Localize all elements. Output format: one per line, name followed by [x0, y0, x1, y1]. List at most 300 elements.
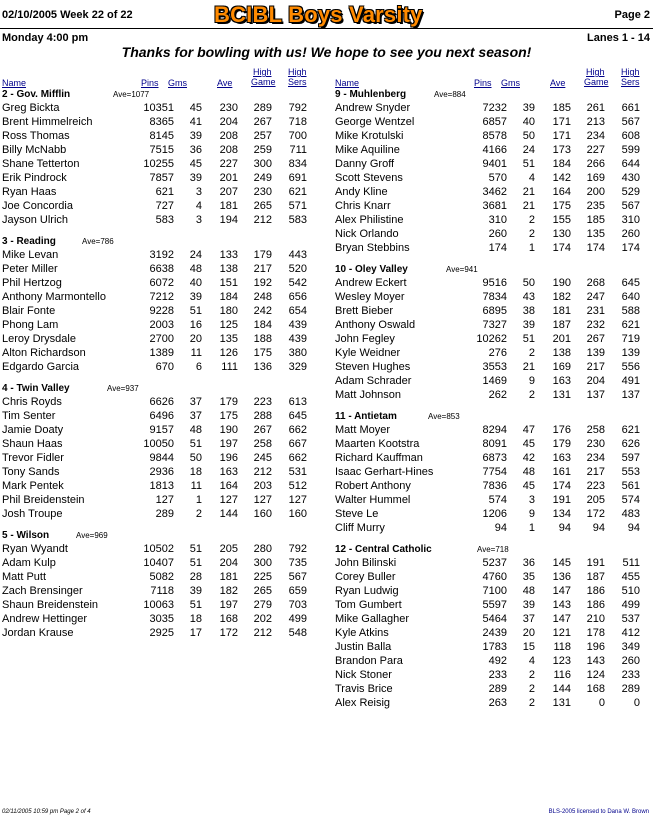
right-column [335, 66, 653, 710]
average-value: 131 [552, 697, 571, 709]
high-game-value: 265 [253, 585, 272, 597]
high-game-value: 191 [586, 557, 605, 569]
pins-value: 8091 [482, 438, 507, 450]
average-value: 147 [552, 585, 571, 597]
player-row [335, 640, 653, 654]
high-game-value: 160 [253, 508, 272, 520]
player-name: Alex Reisig [335, 697, 391, 709]
high-series-value: 430 [621, 172, 640, 184]
player-name: Phong Lam [2, 319, 59, 331]
high-series-value: 499 [288, 613, 307, 625]
player-name: Anthony Oswald [335, 319, 416, 331]
average-value: 131 [552, 389, 571, 401]
high-series-value: 567 [621, 116, 640, 128]
high-series-value: 329 [288, 361, 307, 373]
average-value: 144 [219, 508, 238, 520]
player-name: Adam Schrader [335, 375, 412, 387]
high-game-value: 210 [586, 613, 605, 625]
high-series-value: 645 [621, 277, 640, 289]
player-name: Shaun Breidenstein [2, 599, 99, 611]
player-row [2, 143, 322, 157]
player-row [2, 157, 322, 171]
high-series-value: 499 [621, 599, 640, 611]
pins-value: 7754 [482, 466, 507, 478]
high-series-value: 127 [288, 494, 307, 506]
high-series-value: 139 [621, 347, 640, 359]
high-game-value: 137 [586, 389, 605, 401]
pins-value: 570 [488, 172, 507, 184]
average-value: 208 [219, 144, 238, 156]
player-row [2, 451, 322, 465]
pins-value: 1389 [149, 347, 174, 359]
pins-value: 7836 [482, 480, 507, 492]
games-value: 9 [528, 375, 535, 387]
games-value: 38 [522, 305, 535, 317]
high-game-value: 186 [586, 599, 605, 611]
high-game-value: 242 [253, 305, 272, 317]
games-value: 39 [522, 319, 535, 331]
player-name: Alton Richardson [2, 347, 86, 359]
header-pins: Pins [474, 78, 492, 88]
player-name: Jamie Doaty [2, 424, 64, 436]
pins-value: 263 [488, 697, 507, 709]
pins-value: 1813 [149, 480, 174, 492]
day-time: Monday 4:00 pm [2, 32, 89, 44]
player-name: Robert Anthony [335, 480, 411, 492]
high-game-value: 288 [253, 410, 272, 422]
player-row [335, 185, 653, 199]
high-series-value: 349 [621, 641, 640, 653]
average-value: 179 [552, 438, 571, 450]
player-name: Nick Orlando [335, 228, 399, 240]
high-game-value: 300 [253, 557, 272, 569]
high-game-value: 234 [586, 130, 605, 142]
player-row [2, 332, 322, 346]
player-row [335, 668, 653, 682]
team-section [2, 529, 322, 640]
high-game-value: 139 [586, 347, 605, 359]
pins-value: 492 [488, 655, 507, 667]
games-value: 3 [195, 186, 202, 198]
high-game-value: 185 [586, 214, 605, 226]
player-name: John Fegley [335, 333, 395, 345]
pins-value: 6072 [149, 277, 174, 289]
pins-value: 583 [155, 214, 174, 226]
column-header [335, 66, 653, 88]
player-name: Corey Buller [335, 571, 396, 583]
team-name: 5 - Wilson [2, 530, 50, 541]
player-name: Ryan Ludwig [335, 585, 399, 597]
player-row [2, 465, 322, 479]
pins-value: 233 [488, 669, 507, 681]
games-value: 50 [189, 452, 202, 464]
pins-value: 6873 [482, 452, 507, 464]
games-value: 3 [195, 214, 202, 226]
games-value: 28 [189, 571, 202, 583]
team-title [2, 529, 322, 542]
average-value: 147 [552, 613, 571, 625]
pins-value: 289 [488, 683, 507, 695]
player-row [2, 185, 322, 199]
player-row [2, 115, 322, 129]
player-name: Cliff Murry [335, 522, 385, 534]
player-row [2, 360, 322, 374]
high-series-value: 662 [288, 424, 307, 436]
player-name: Tom Gumbert [335, 599, 402, 611]
player-name: Peter Miller [2, 263, 58, 275]
player-name: John Bilinski [335, 557, 397, 569]
high-series-value: 529 [621, 186, 640, 198]
player-row [2, 507, 322, 521]
pins-value: 7515 [149, 144, 174, 156]
high-series-value: 661 [621, 102, 640, 114]
player-row [335, 101, 653, 115]
player-row [335, 465, 653, 479]
games-value: 4 [528, 655, 535, 667]
pins-value: 10262 [476, 333, 507, 345]
high-series-value: 520 [288, 263, 307, 275]
team-name: 3 - Reading [2, 236, 56, 247]
player-row [335, 654, 653, 668]
games-value: 39 [189, 291, 202, 303]
high-game-value: 184 [253, 319, 272, 331]
player-name: Ryan Haas [2, 186, 57, 198]
team-section [335, 543, 653, 710]
pins-value: 2439 [482, 627, 507, 639]
player-row [335, 276, 653, 290]
team-section [335, 88, 653, 255]
player-row [335, 115, 653, 129]
player-row [335, 451, 653, 465]
player-name: Andrew Hettinger [2, 613, 87, 625]
high-series-value: 571 [288, 200, 307, 212]
high-game-value: 212 [253, 214, 272, 226]
average-value: 123 [552, 655, 571, 667]
high-series-value: 561 [621, 480, 640, 492]
player-row [335, 570, 653, 584]
average-value: 197 [219, 599, 238, 611]
player-row [335, 437, 653, 451]
high-game-value: 247 [586, 291, 605, 303]
player-row [2, 199, 322, 213]
player-name: Shane Tetterton [2, 158, 80, 170]
average-value: 184 [219, 291, 238, 303]
player-row [335, 598, 653, 612]
player-name: Steven Hughes [335, 361, 411, 373]
games-value: 11 [190, 347, 202, 359]
average-value: 125 [219, 319, 238, 331]
high-series-value: 597 [621, 452, 640, 464]
high-game-value: 223 [253, 396, 272, 408]
average-value: 143 [552, 599, 571, 611]
header-divider [0, 28, 653, 29]
games-value: 50 [522, 277, 535, 289]
games-value: 36 [522, 557, 535, 569]
high-game-value: 94 [592, 522, 605, 534]
player-name: Matt Moyer [335, 424, 391, 436]
team-section [2, 88, 322, 227]
pins-value: 9844 [149, 452, 174, 464]
high-series-value: 662 [288, 452, 307, 464]
average-value: 169 [552, 361, 571, 373]
games-value: 40 [522, 116, 535, 128]
games-value: 2 [528, 214, 535, 226]
pins-value: 10063 [143, 599, 174, 611]
average-value: 121 [552, 627, 571, 639]
games-value: 39 [189, 585, 202, 597]
high-series-value: 621 [621, 319, 640, 331]
high-series-value: 289 [621, 683, 640, 695]
high-game-value: 289 [253, 102, 272, 114]
high-game-value: 223 [586, 480, 605, 492]
high-game-value: 178 [586, 627, 605, 639]
player-row [2, 276, 322, 290]
player-name: Zach Brensinger [2, 585, 83, 597]
season-message: Thanks for bowling with us! We hope to see you next season! [121, 44, 532, 60]
player-row [335, 157, 653, 171]
team-average: Ave=786 [82, 237, 114, 246]
player-name: Brett Bieber [335, 305, 394, 317]
player-row [2, 318, 322, 332]
pins-value: 3462 [482, 186, 507, 198]
average-value: 181 [219, 200, 238, 212]
high-game-value: 203 [253, 480, 272, 492]
high-game-value: 213 [586, 116, 605, 128]
average-value: 179 [219, 396, 238, 408]
high-series-value: 160 [288, 508, 307, 520]
player-name: Billy McNabb [2, 144, 67, 156]
games-value: 2 [528, 389, 535, 401]
games-value: 40 [189, 277, 202, 289]
high-series-value: 574 [621, 494, 640, 506]
high-series-value: 719 [621, 333, 640, 345]
player-row [335, 423, 653, 437]
pins-value: 3681 [482, 200, 507, 212]
high-series-value: 567 [288, 571, 307, 583]
games-value: 37 [522, 613, 535, 625]
player-name: Ross Thomas [2, 130, 70, 142]
pins-value: 127 [155, 494, 174, 506]
high-game-value: 196 [586, 641, 605, 653]
team-average: Ave=941 [446, 265, 478, 274]
team-name: 9 - Muhlenberg [335, 89, 407, 100]
player-name: Steve Le [335, 508, 379, 520]
player-row [2, 290, 322, 304]
high-series-value: 834 [288, 158, 307, 170]
high-series-value: 511 [622, 557, 640, 569]
pins-value: 262 [488, 389, 507, 401]
player-row [335, 199, 653, 213]
high-series-value: 659 [288, 585, 307, 597]
high-game-value: 225 [253, 571, 272, 583]
high-series-value: 0 [633, 697, 640, 709]
player-row [2, 171, 322, 185]
games-value: 21 [522, 186, 535, 198]
pins-value: 727 [155, 200, 174, 212]
pins-value: 6626 [149, 396, 174, 408]
average-value: 142 [552, 172, 571, 184]
average-value: 173 [552, 144, 571, 156]
player-row [2, 626, 322, 640]
team-title [2, 235, 322, 248]
header-high-game-1: High [586, 67, 605, 77]
player-name: Andrew Eckert [335, 277, 407, 289]
pins-value: 9157 [149, 424, 174, 436]
games-value: 43 [522, 291, 535, 303]
games-value: 41 [189, 116, 202, 128]
player-row [335, 556, 653, 570]
pins-value: 174 [488, 242, 507, 254]
average-value: 190 [219, 424, 238, 436]
average-value: 136 [552, 571, 571, 583]
player-row [2, 570, 322, 584]
team-average: Ave=937 [107, 384, 139, 393]
games-value: 2 [195, 508, 202, 520]
player-name: Mike Levan [2, 249, 59, 261]
average-value: 127 [219, 494, 238, 506]
high-series-value: 613 [288, 396, 307, 408]
high-series-value: 233 [621, 669, 640, 681]
pins-value: 574 [488, 494, 507, 506]
games-value: 6 [195, 361, 202, 373]
team-title [335, 543, 653, 556]
pins-value: 6857 [482, 116, 507, 128]
header-ave: Ave [217, 78, 233, 88]
date-week: 02/10/2005 Week 22 of 22 [2, 9, 133, 21]
games-value: 16 [189, 319, 202, 331]
team-average: Ave=884 [434, 90, 466, 99]
header-name: Name [335, 78, 360, 88]
games-value: 51 [189, 543, 202, 555]
team-average: Ave=718 [477, 545, 509, 554]
high-game-value: 248 [253, 291, 272, 303]
player-name: Alex Philistine [335, 214, 404, 226]
pins-value: 310 [488, 214, 507, 226]
pins-value: 5237 [482, 557, 507, 569]
average-value: 201 [552, 333, 571, 345]
average-value: 190 [552, 277, 571, 289]
player-name: Isaac Gerhart-Hines [335, 466, 434, 478]
high-game-value: 230 [586, 438, 605, 450]
header-ave: Ave [550, 78, 566, 88]
pins-value: 6496 [149, 410, 174, 422]
high-game-value: 127 [253, 494, 272, 506]
games-value: 48 [522, 466, 535, 478]
high-game-value: 267 [253, 116, 272, 128]
league-title: BCIBL Boys Varsity [214, 2, 423, 27]
high-game-value: 249 [253, 172, 272, 184]
pins-value: 1469 [482, 375, 507, 387]
high-series-value: 700 [288, 130, 307, 142]
high-series-value: 792 [288, 543, 307, 555]
games-value: 24 [189, 249, 202, 261]
print-info: 02/11/2005 10:59 pm Page 2 of 4 [2, 809, 91, 815]
high-series-value: 174 [621, 242, 640, 254]
high-game-value: 257 [253, 130, 272, 142]
pins-value: 8578 [482, 130, 507, 142]
high-game-value: 217 [253, 263, 272, 275]
games-value: 4 [528, 172, 535, 184]
games-value: 2 [528, 347, 535, 359]
high-series-value: 718 [288, 116, 307, 128]
games-value: 42 [522, 452, 535, 464]
pins-value: 3192 [149, 249, 174, 261]
high-series-value: 599 [621, 144, 640, 156]
player-row [335, 626, 653, 640]
pins-value: 7327 [482, 319, 507, 331]
average-value: 208 [219, 130, 238, 142]
player-row [2, 101, 322, 115]
pins-value: 7212 [149, 291, 174, 303]
games-value: 45 [522, 480, 535, 492]
player-name: Greg Bickta [2, 102, 60, 114]
high-game-value: 258 [253, 438, 272, 450]
high-game-value: 187 [586, 571, 605, 583]
average-value: 185 [552, 102, 571, 114]
page-number: Page 2 [614, 9, 650, 21]
player-name: Mike Aquiline [335, 144, 400, 156]
pins-value: 2700 [149, 333, 174, 345]
high-game-value: 192 [253, 277, 272, 289]
high-game-value: 280 [253, 543, 272, 555]
average-value: 126 [219, 347, 238, 359]
pins-value: 6895 [482, 305, 507, 317]
high-game-value: 231 [586, 305, 605, 317]
player-row [335, 227, 653, 241]
high-game-value: 168 [586, 683, 605, 695]
player-row [335, 374, 653, 388]
pins-value: 2936 [149, 466, 174, 478]
high-series-value: 583 [288, 214, 307, 226]
games-value: 11 [190, 480, 202, 492]
player-name: Chris Knarr [335, 200, 391, 212]
games-value: 45 [189, 158, 202, 170]
games-value: 21 [522, 361, 535, 373]
player-name: Phil Breidenstein [2, 494, 85, 506]
high-series-value: 588 [621, 305, 640, 317]
average-value: 184 [552, 158, 571, 170]
player-row [2, 395, 322, 409]
high-series-value: 703 [288, 599, 307, 611]
high-game-value: 143 [586, 655, 605, 667]
high-series-value: 483 [621, 508, 640, 520]
player-name: Mike Gallagher [335, 613, 409, 625]
player-row [2, 409, 322, 423]
pins-value: 10255 [143, 158, 174, 170]
games-value: 1 [195, 494, 202, 506]
games-value: 15 [522, 641, 535, 653]
average-value: 163 [552, 375, 571, 387]
average-value: 138 [219, 263, 238, 275]
player-row [335, 143, 653, 157]
player-row [335, 612, 653, 626]
games-value: 47 [522, 424, 535, 436]
average-value: 201 [219, 172, 238, 184]
header-pins: Pins [141, 78, 159, 88]
player-row [335, 682, 653, 696]
player-row [2, 129, 322, 143]
pins-value: 3035 [149, 613, 174, 625]
player-row [335, 129, 653, 143]
player-row [335, 332, 653, 346]
high-game-value: 230 [253, 186, 272, 198]
high-game-value: 212 [253, 466, 272, 478]
player-row [335, 507, 653, 521]
average-value: 180 [219, 305, 238, 317]
player-row [2, 437, 322, 451]
games-value: 35 [522, 571, 535, 583]
team-section [335, 410, 653, 535]
